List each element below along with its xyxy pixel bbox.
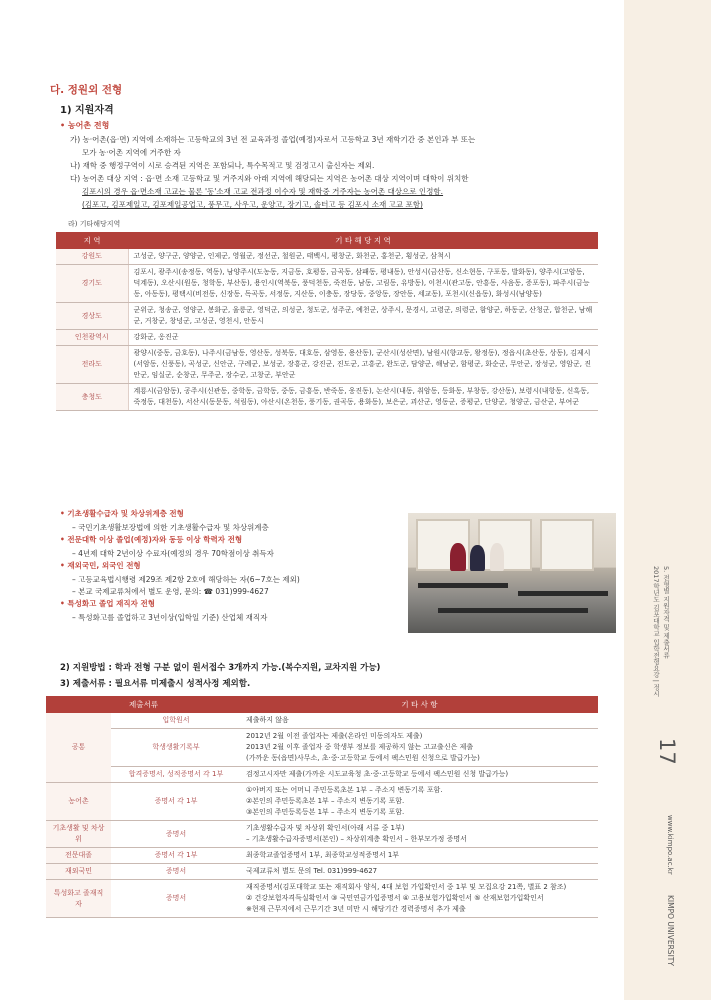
window-shape <box>540 519 594 571</box>
region-areas: 광양시(중동, 금호동), 나주시(금남동, 영산동, 성북동, 대호동, 삼영동, 용산동), 군산시(성산면), 남원시(향교동, 왕정동), 정읍시(초산동, 상동), 김제시(서암동, 신풍동), 곡성군, 신안군, 구례군, 보성군, 장흥군, 강진군, 진도군, 고흥군, 완도군, 담양군, 해남군, 함평군, 화순군, 무안군, 장성군, 영암군, 진안군, 임실군, 순창군, 무주군, 장수군, 고창군, 부안군 <box>128 346 598 384</box>
page-number: 17 <box>655 738 679 765</box>
track-title: • 기초생활수급자 및 차상위계층 전형 <box>60 508 400 520</box>
region-name: 전라도 <box>56 346 128 384</box>
doc-name: 증명서 <box>111 864 241 880</box>
table-row <box>46 767 598 783</box>
documents-table <box>46 696 598 918</box>
region-name: 경기도 <box>56 265 128 303</box>
rural-line: 다) 농어촌 대상 지역 : 읍·면 소재 고등학교 및 거주지와 아래 지역에 해당되는 지역은 농어촌 대상 지역이며 대학이 위치한 <box>70 174 469 183</box>
doc-note: 검정고시자만 제출(가까운 시도교육청 초·중·고등학교 등에서 팩스민원 신청 발급가능) <box>241 767 598 783</box>
track-line: – 특성화고를 졸업하고 3년이상(입학일 기준) 산업체 재직자 <box>72 613 268 622</box>
desk-shape <box>418 583 508 588</box>
desk-shape <box>438 608 588 613</box>
documents-section <box>46 696 611 918</box>
table-row <box>46 864 598 880</box>
region-areas: 군위군, 청송군, 영양군, 봉화군, 울릉군, 영덕군, 의성군, 청도군, 성주군, 예천군, 상주시, 문경시, 고령군, 의령군, 함양군, 하동군, 산청군, 합천군, 남해군, 거창군, 창녕군, 고성군, 영천시, 안동시 <box>128 303 598 330</box>
table-row <box>56 384 598 411</box>
doc-note: 최종학교졸업증명서 1부, 최종학교성적증명서 1부 <box>241 848 598 864</box>
region-areas: 계룡시(금암동), 공주시(신관동, 중학동, 금학동, 중동, 금흥동, 반죽동, 웅진동), 논산시(내동, 취암동, 등화동, 부창동, 강산동), 보령시(내항동, 신흑동, 죽정동, 대천동), 서산시(동문동, 석림동), 아산시(온천동, 풍기동, 권곡동, 용화동), 보은군, 괴산군, 영동군, 증평군, 단양군, 청양군, 금산군, 부여군 <box>128 384 598 411</box>
classroom-photo <box>408 513 616 633</box>
track-line: – 국민기초생활보장법에 의한 기초생활수급자 및 차상위계층 <box>72 523 269 532</box>
rural-title: • 농어촌 전형 <box>60 120 611 131</box>
table-row <box>56 346 598 384</box>
rural-line: 가) 농·어촌(읍·면) 지역에 소재하는 고등학교의 3년 전 교육과정 졸업(예정)자로서 고등학교 3년 재학기간 중 본인과 부 또는 <box>70 135 476 144</box>
region-areas: 고성군, 양구군, 양양군, 인제군, 영월군, 정선군, 철원군, 태백시, 평창군, 화천군, 홍천군, 횡성군, 삼척시 <box>128 249 598 265</box>
track-line: – 4년제 대학 2년이상 수료자(예정의 경우 70학점이상 취득자 <box>72 549 274 558</box>
doc-name: 합격증명서, 성적증명서 각 1부 <box>111 767 241 783</box>
region-name: 강원도 <box>56 249 128 265</box>
track-line: – 본교 국제교류처에서 별도 운영, 문의: ☎ 031)999-4627 <box>72 587 269 596</box>
doc-note: 제출하지 않음 <box>241 713 598 729</box>
table-row <box>46 848 598 864</box>
rural-line: 모가 농·어촌 지역에 거주한 자 <box>82 148 181 157</box>
docs-header: 제출서류 <box>46 696 241 713</box>
track-title: • 특성화고 졸업 재직자 전형 <box>60 598 400 610</box>
section-subtitle: 1) 지원자격 <box>60 105 114 116</box>
doc-note: 국제교류처 별도 문의 Tel. 031)999-4627 <box>241 864 598 880</box>
doc-category: 전문대졸 <box>46 848 111 864</box>
sidebar-university: KIMPO UNIVERSITY <box>666 895 675 966</box>
doc-note: 재직증명서(김포대학교 또는 재직회사 양식, 4대 보험 가입확인서 중 1부 및 모집요강 21쪽, 별표 2 참조) ② 건강보험자격득실확인서 ③ 국민연금가입증명서 ④ 고용보험가입확인서 ⑤ 산재보험가입확인서 ※현재 근무지에서 근무기간 3년 미만 시 해당기간 경력증명서 추가 제출 <box>241 880 598 918</box>
doc-category: 재외국민 <box>46 864 111 880</box>
rural-line: (김포고, 김포제일고, 김포제일공업고, 풍무고, 사우고, 운양고, 장기고, 솔터고 등 김포시 소재 고교 포함) <box>82 200 423 209</box>
region-areas: 강화군, 옹진군 <box>128 330 598 346</box>
doc-name: 학생생활기록부 <box>111 729 241 767</box>
table-row <box>46 713 598 729</box>
table-row <box>46 783 598 821</box>
region-table <box>56 232 598 411</box>
window-shape <box>478 519 532 571</box>
table-row <box>56 330 598 346</box>
person-shape <box>450 543 466 571</box>
region-table-header: 지 역 <box>56 232 128 249</box>
doc-name: 증명서 각 1부 <box>111 783 241 821</box>
person-shape <box>490 543 504 571</box>
track-line: – 고등교육법시행령 제29조 제2항 2호에 해당하는 자(6~7호는 제외) <box>72 575 300 584</box>
table-row <box>56 249 598 265</box>
region-name: 충청도 <box>56 384 128 411</box>
doc-note: ①아버지 또는 어머니 주민등록초본 1부 – 주소지 변동기록 포함. ②본인의 주민등록초본 1부 – 주소지 변동기록 포함. ③본인의 주민등록등본 1부 – 주소지 변동기록 포함. <box>241 783 598 821</box>
sidebar-text <box>652 560 692 980</box>
apply-method: 2) 지원방법 : 학과 전형 구분 없이 원서접수 3개까지 가능.(복수지원, 교차지원 가능) <box>60 663 381 673</box>
region-table-header: 기 타 해 당 지 역 <box>128 232 598 249</box>
rural-line: 김포시의 경우 읍·면소재 고교는 물론 '동'소재 고교 전과정 이수자 및 재학중 거주자는 농어촌 대상으로 인정함. <box>82 187 444 196</box>
rural-line: 나) 재학 중 행정구역이 시로 승격된 지역은 포함되나, 특수목적고 및 검정고시 출신자는 제외. <box>70 161 375 170</box>
doc-category: 농어촌 <box>46 783 111 821</box>
doc-note: 2012년 2월 이전 졸업자는 제출(온라인 미동의자도 제출) 2013년 2월 이후 졸업자 중 학생부 정보를 제공하지 않는 고교출신은 제출 (가까운 동(읍면)사무소, 초·중·고등학교 등에서 팩스민원 신청으로 발급가능) <box>241 729 598 767</box>
sidebar-website: www.kimpo.ac.kr <box>666 815 674 875</box>
doc-name: 증명서 각 1부 <box>111 848 241 864</box>
doc-category: 특성화고 졸재직자 <box>46 880 111 918</box>
documents-title: 3) 제출서류 : 필요서류 미제출시 성적사정 제외함. <box>60 679 251 689</box>
other-tracks <box>60 508 400 624</box>
track-title: • 재외국민, 외국인 전형 <box>60 560 400 572</box>
table-row <box>46 821 598 848</box>
table-row <box>56 303 598 330</box>
doc-category: 기초생활 및 차상위 <box>46 821 111 848</box>
table-row <box>46 729 598 767</box>
region-areas: 김포시, 광주시(송정동, 역동), 남양주시(도농동, 지금동, 호평동, 금곡동, 삼패동, 평내동), 안성시(금산동, 신소현동, 구포동, 발화동), 양주시(고암동, 덕계동), 오산시(원동, 청학동, 부산동), 용인시(역북동, 풍덕천동, 죽전동, 남동, 고림동, 유방동), 이천시(관고동, 안흥동, 사음동, 증포동), 파주시(금능동, 아동동), 평택시(비전동, 신장동, 독곡동, 서정동, 지산동, 이충동, 장당동, 중앙동, 장안동, 세교동), 포천시(신읍동), 화성시(남양동) <box>128 265 598 303</box>
table-row <box>46 880 598 918</box>
region-name: 인천광역시 <box>56 330 128 346</box>
region-table-caption: 라) 기타해당지역 <box>68 220 121 228</box>
docs-header: 기 타 사 항 <box>241 696 598 713</box>
sidebar-title-1: 2017학년도 김포대학교 입학전형요강 | 정시 <box>652 566 660 697</box>
track-title: • 전문대학 이상 졸업(예정)자와 동등 이상 학력자 전형 <box>60 534 400 546</box>
sidebar-title-2: 5. 전형별 지원자격 및 제출서류 <box>662 566 670 659</box>
region-name: 경상도 <box>56 303 128 330</box>
section-title: 다. 정원외 전형 <box>50 84 123 96</box>
main-content <box>46 82 611 411</box>
desk-shape <box>518 591 608 596</box>
person-shape <box>470 545 485 571</box>
doc-note: 기초생활수급자 및 차상위 확인서(아래 서류 중 1부) – 기초생활수급자증명서(본인) – 차상위계층 확인서 – 한부모가정 증명서 <box>241 821 598 848</box>
table-row <box>56 265 598 303</box>
doc-name: 입학원서 <box>111 713 241 729</box>
doc-name: 증명서 <box>111 821 241 848</box>
doc-name: 증명서 <box>111 880 241 918</box>
doc-category: 공통 <box>46 713 111 783</box>
